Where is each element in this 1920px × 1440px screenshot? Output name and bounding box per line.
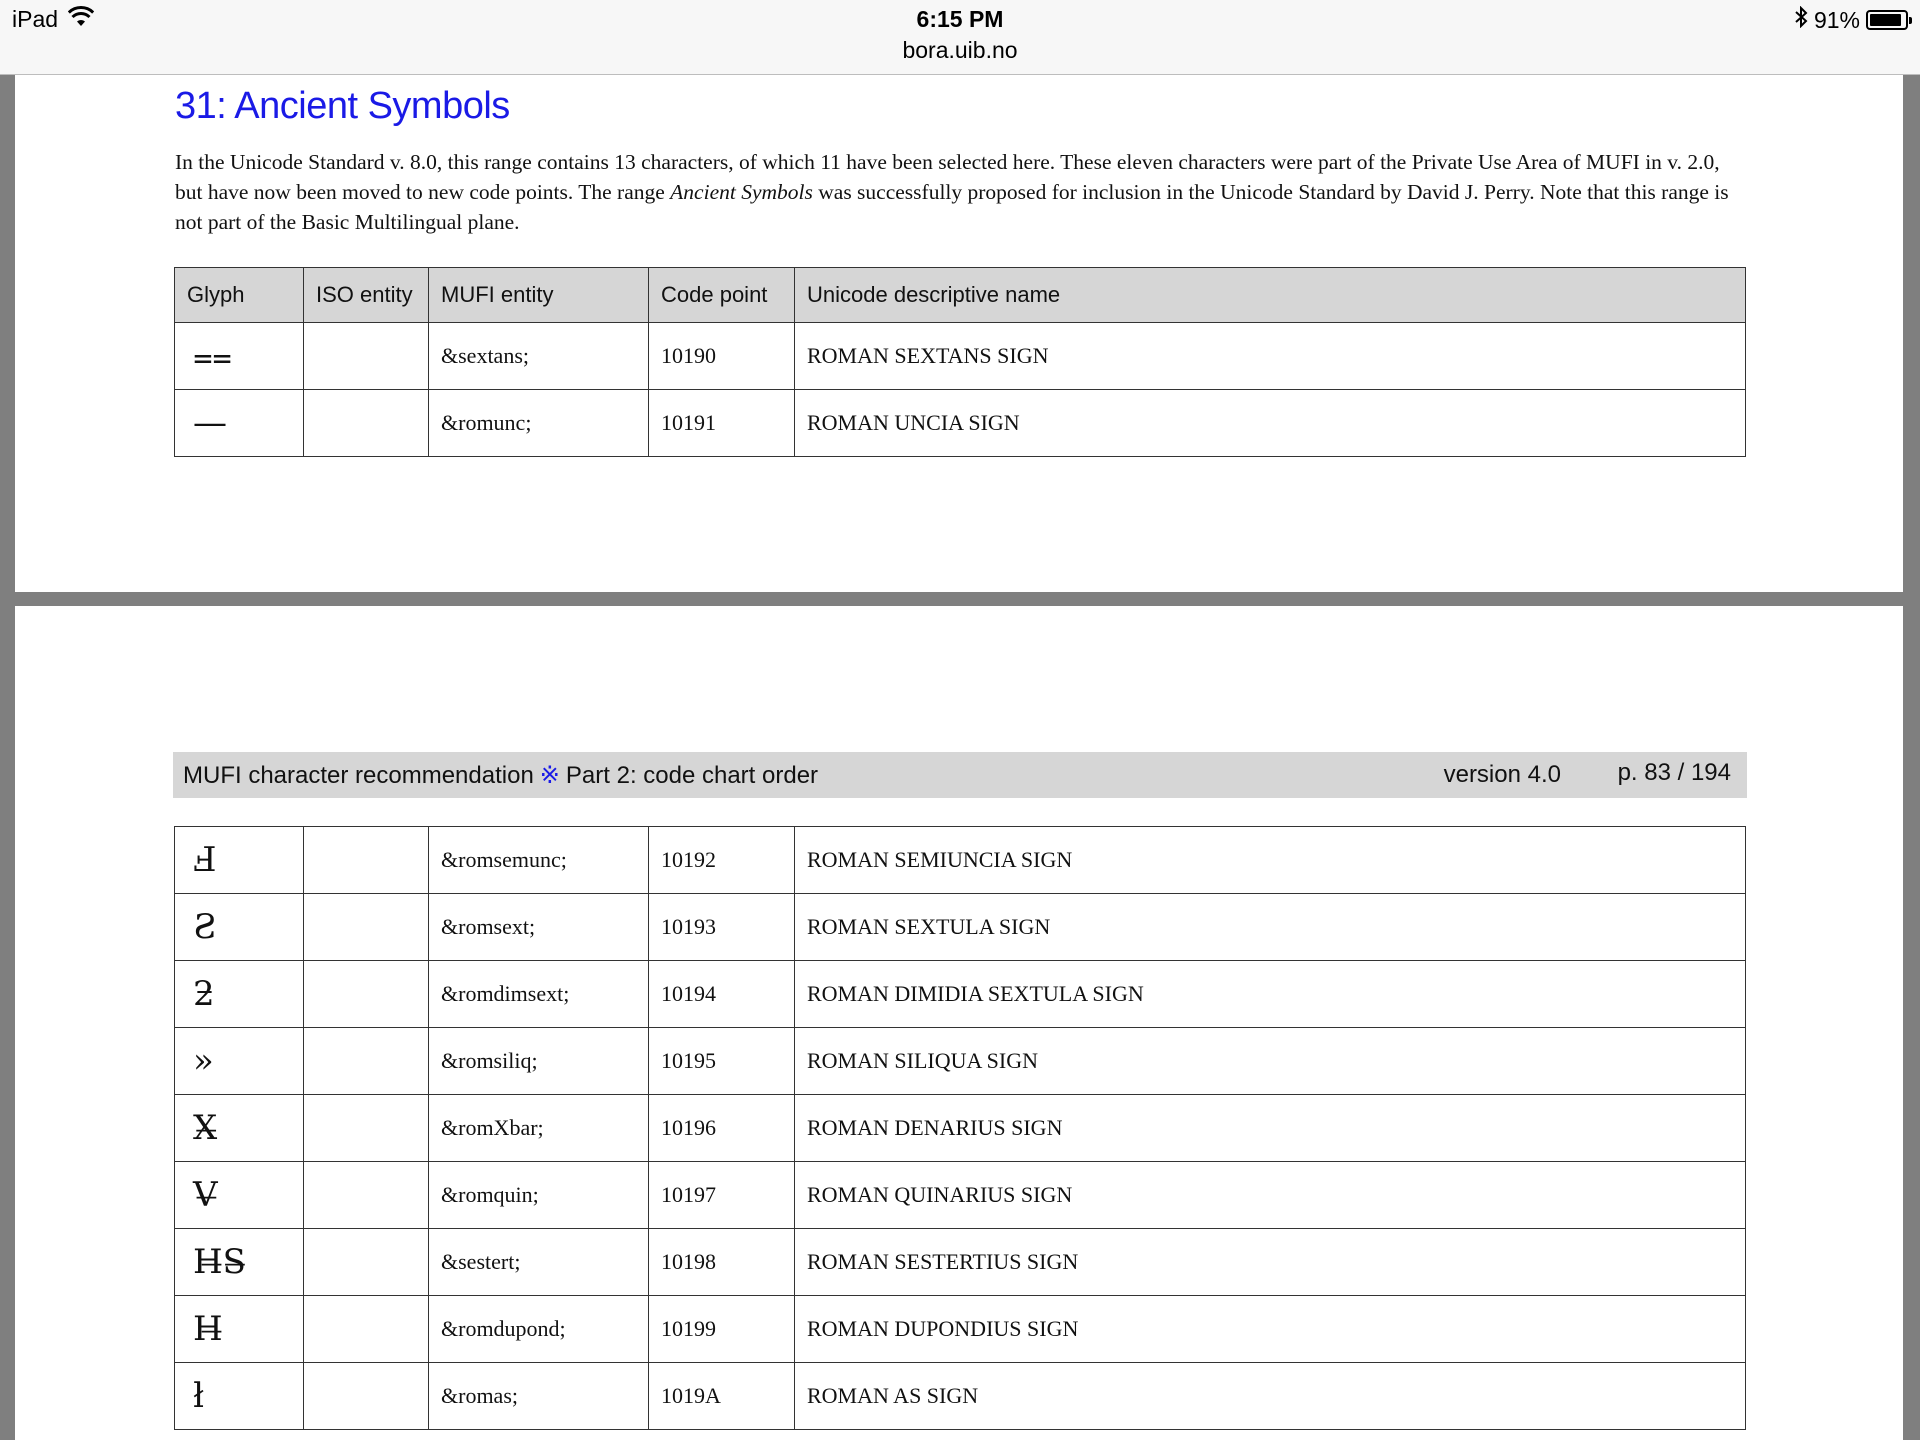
mufi-entity-cell: &sestert; [429,1229,649,1296]
code-point-cell: 10193 [649,894,795,961]
code-point-cell: 10198 [649,1229,795,1296]
mufi-entity-cell: &romunc; [429,390,649,457]
descriptive-name-cell: ROMAN SEMIUNCIA SIGN [795,827,1746,894]
descriptive-name-cell: ROMAN UNCIA SIGN [795,390,1746,457]
code-point-cell: 10196 [649,1095,795,1162]
table-row [175,390,1746,457]
descriptive-name-cell: ROMAN SESTERTIUS SIGN [795,1229,1746,1296]
code-point-cell: 10192 [649,827,795,894]
iso-entity-cell [304,1363,429,1430]
table-row [175,1028,1746,1095]
header-part: Part 2: code chart order [565,762,819,789]
col-header-mufi: MUFI entity [429,268,649,323]
table-row [175,1229,1746,1296]
running-header [173,752,1747,798]
iso-entity-cell [304,827,429,894]
descriptive-name-cell: ROMAN SEXTANS SIGN [795,323,1746,390]
mufi-entity-cell: &romquin; [429,1162,649,1229]
battery-level [1870,14,1901,26]
iso-entity-cell [304,390,429,457]
glyph-cell: H̶S̶ [175,1229,304,1296]
table-header-row [175,268,1746,323]
header-version: version 4.0 [1443,761,1561,788]
col-header-glyph: Glyph [175,268,304,323]
glyph-cell: Ⅎ [175,827,304,894]
table-row [175,827,1746,894]
descriptive-name-cell: ROMAN AS SIGN [795,1363,1746,1430]
glyph-cell: ⩵ [175,323,304,390]
header-doc-title: MUFI character recommendation [183,762,534,789]
table-row [175,1363,1746,1430]
col-header-code: Code point [649,268,795,323]
mufi-entity-cell: &romas; [429,1363,649,1430]
character-table-continued [174,826,1746,1430]
table-row [175,323,1746,390]
document-page-82 [15,75,1903,592]
mufi-entity-cell: &sextans; [429,323,649,390]
glyph-cell: X̶ [175,1095,304,1162]
iso-entity-cell [304,961,429,1028]
mufi-entity-cell: &romXbar; [429,1095,649,1162]
descriptive-name-cell: ROMAN DUPONDIUS SIGN [795,1296,1746,1363]
document-page-83 [15,606,1903,1440]
code-point-cell: 10191 [649,390,795,457]
glyph-cell: H̶ [175,1296,304,1363]
glyph-cell: Ƨ [175,894,304,961]
code-point-cell: 1019A [649,1363,795,1430]
table-row [175,894,1746,961]
mufi-entity-cell: &romdimsext; [429,961,649,1028]
code-point-cell: 10195 [649,1028,795,1095]
glyph-cell: — [175,390,304,457]
iso-entity-cell [304,894,429,961]
code-point-cell: 10197 [649,1162,795,1229]
descriptive-name-cell: ROMAN SILIQUA SIGN [795,1028,1746,1095]
section-title: 31: Ancient Symbols [175,85,510,127]
section-intro: In the Unicode Standard v. 8.0, this range contains 13 characters, of which 11 have been selected here. These eleven characters were part of the Private Use Area of MUFI in v. 2.0, but have now been moved to new code points. The range Ancient Symbols was successfully proposed for inclusion in the Unicode Standard by David J. Perry. Note that this range is not part of the Basic Multilingual plane. [175,150,1729,234]
iso-entity-cell [304,1296,429,1363]
code-point-cell: 10199 [649,1296,795,1363]
table-row [175,961,1746,1028]
device-name: iPad [12,6,59,32]
mufi-entity-cell: &romsext; [429,894,649,961]
iso-entity-cell [304,1028,429,1095]
status-right [1794,6,1908,34]
glyph-cell: » [175,1028,304,1095]
iso-entity-cell [304,1229,429,1296]
header-page-number: p. 83 / 194 [1617,759,1731,786]
descriptive-name-cell: ROMAN DIMIDIA SEXTULA SIGN [795,961,1746,1028]
mufi-entity-cell: &romsemunc; [429,827,649,894]
iso-entity-cell [304,1095,429,1162]
address-bar-url[interactable]: bora.uib.no [902,37,1018,63]
battery-icon [1866,10,1908,30]
character-table-top [174,267,1746,457]
table-row [175,1162,1746,1229]
descriptive-name-cell: ROMAN DENARIUS SIGN [795,1095,1746,1162]
reference-mark-icon: ※ [539,762,560,789]
col-header-iso: ISO entity [304,268,429,323]
descriptive-name-cell: ROMAN QUINARIUS SIGN [795,1162,1746,1229]
battery-percent: 91% [1813,6,1860,33]
mufi-entity-cell: &romdupond; [429,1296,649,1363]
iso-entity-cell [304,323,429,390]
iso-entity-cell [304,1162,429,1229]
table-row [175,1296,1746,1363]
code-point-cell: 10194 [649,961,795,1028]
status-bar [0,0,1920,75]
glyph-cell: ƻ [175,961,304,1028]
glyph-cell: ł [175,1363,304,1430]
table-row [175,1095,1746,1162]
bluetooth-icon [1794,6,1808,34]
descriptive-name-cell: ROMAN SEXTULA SIGN [795,894,1746,961]
col-header-name: Unicode descriptive name [795,268,1746,323]
code-point-cell: 10190 [649,323,795,390]
mufi-entity-cell: &romsiliq; [429,1028,649,1095]
clock: 6:15 PM [916,6,1004,32]
glyph-cell: V̶ [175,1162,304,1229]
